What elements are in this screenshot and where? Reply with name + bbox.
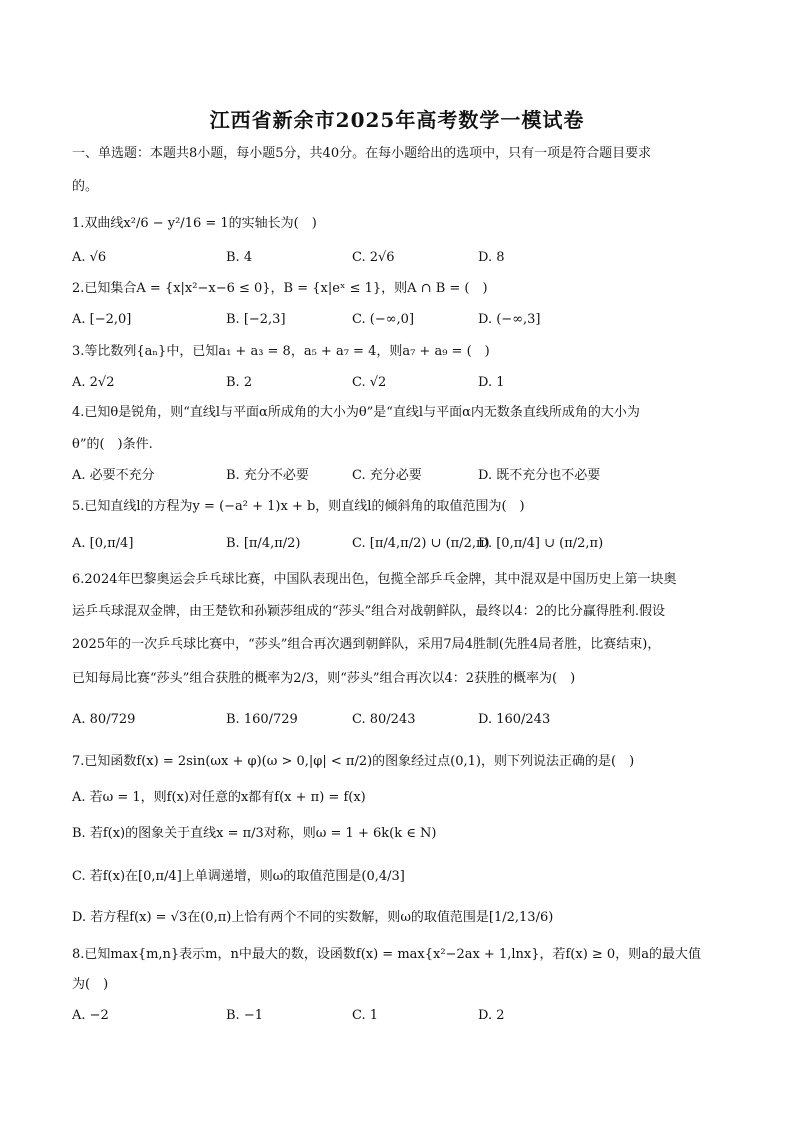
q4-option-a: A. 必要不充分: [72, 468, 155, 483]
q2-option-b: B. [−2,3]: [226, 312, 286, 327]
q8-stem-cont: 为( ): [72, 977, 109, 992]
q7-option-d: D. 若方程f(x) = √3在(0,π)上恰有两个不同的实数解，则ω的取值范围是[1/2,13/6): [72, 910, 554, 925]
q8-option-b: B. −1: [226, 1008, 263, 1023]
q6-stem-cont-3: 已知每局比赛“莎头”组合获胜的概率为2/3，则“莎头”组合再次以4：2获胜的概率为( ): [72, 671, 576, 686]
q2-stem: 2.已知集合A = {x|x²−x−6 ≤ 0}，B = {x|eˣ ≤ 1}，则A ∩ B = ( ): [72, 281, 488, 296]
q8-option-c: C. 1: [352, 1008, 379, 1023]
q8-option-a: A. −2: [72, 1008, 109, 1023]
q4-stem: 4.已知θ是锐角，则“直线l与平面α所成角的大小为θ”是“直线l与平面α内无数条直线所成角的大小为: [72, 405, 640, 420]
q7-option-b: B. 若f(x)的图象关于直线x = π/3对称，则ω = 1 + 6k(k ∈ N): [72, 826, 437, 841]
q3-option-b: B. 2: [226, 375, 253, 390]
q6-option-c: C. 80/243: [352, 712, 416, 727]
q8-options: [72, 1007, 732, 1025]
q4-option-c: C. 充分必要: [352, 468, 422, 483]
q2-options: [72, 311, 732, 329]
q8-option-d: D. 2: [478, 1008, 505, 1023]
q3-options: [72, 374, 732, 392]
q5-option-d: D. [0,π/4] ∪ (π/2,π): [478, 536, 604, 551]
q3-option-a: A. 2√2: [72, 375, 115, 390]
section-instructions: 一、单选题：本题共8小题，每小题5分，共40分。在每小题给出的选项中，只有一项是符合题目要求: [72, 146, 652, 161]
q4-options: [72, 467, 732, 485]
q6-stem-cont-2: 2025年的一次乒乓球比赛中，“莎头”组合再次遇到朝鲜队，采用7局4胜制(先胜4局者胜，比赛结束)，: [72, 637, 661, 652]
q1-option-a: A. √6: [72, 250, 107, 265]
q6-stem-cont-1: 运乒乓球混双金牌，由王楚钦和孙颖莎组成的“莎头”组合对战朝鲜队，最终以4：2的比分赢得胜利.假设: [72, 604, 665, 619]
q4-option-b: B. 充分不必要: [226, 468, 309, 483]
q1-option-b: B. 4: [226, 250, 253, 265]
q2-option-c: C. (−∞,0]: [352, 312, 415, 327]
section-instructions-cont: 的。: [72, 179, 99, 194]
q6-stem: 6.2024年巴黎奥运会乒乓球比赛，中国队表现出色，包揽全部乒乓金牌，其中混双是中国历史上第一块奥: [72, 572, 677, 587]
q3-option-c: C. √2: [352, 375, 387, 390]
q7-stem: 7.已知函数f(x) = 2sin(ωx + φ)(ω > 0,|φ| < π/2)的图象经过点(0,1)，则下列说法正确的是( ): [72, 754, 635, 769]
q5-option-c: C. [π/4,π/2) ∪ (π/2,π): [352, 536, 490, 551]
q4-option-d: D. 既不充分也不必要: [478, 468, 601, 483]
q5-option-b: B. [π/4,π/2): [226, 536, 301, 551]
q1-option-d: D. 8: [478, 250, 505, 265]
q6-options: [72, 711, 732, 729]
q6-option-b: B. 160/729: [226, 712, 298, 727]
q7-option-a: A. 若ω = 1，则f(x)对任意的x都有f(x + π) = f(x): [72, 790, 366, 805]
q5-stem: 5.已知直线l的方程为y = (−a² + 1)x + b，则直线l的倾斜角的取值范围为( ): [72, 499, 525, 514]
q6-option-a: A. 80/729: [72, 712, 136, 727]
q1-stem: 1.双曲线x²/6 − y²/16 = 1的实轴长为( ): [72, 216, 317, 231]
q3-option-d: D. 1: [478, 375, 505, 390]
q5-option-a: A. [0,π/4]: [72, 536, 134, 551]
exam-title: 江西省新余市2025年高考数学一模试卷: [209, 108, 585, 132]
q2-option-d: D. (−∞,3]: [478, 312, 541, 327]
q1-options: [72, 249, 732, 267]
q6-option-d: D. 160/243: [478, 712, 551, 727]
q1-option-c: C. 2√6: [352, 250, 395, 265]
q5-options: [72, 535, 732, 553]
q4-stem-cont: θ”的( )条件.: [72, 437, 153, 452]
q7-option-c: C. 若f(x)在[0,π/4]上单调递增，则ω的取值范围是(0,4/3]: [72, 869, 405, 884]
q2-option-a: A. [−2,0]: [72, 312, 132, 327]
q8-stem: 8.已知max{m,n}表示m，n中最大的数，设函数f(x) = max{x²−2ax + 1,lnx}，若f(x) ≥ 0，则a的最大值: [72, 947, 701, 962]
q3-stem: 3.等比数列{aₙ}中，已知a₁ + a₃ = 8，a₅ + a₇ = 4，则a₇ + a₉ = ( ): [72, 344, 490, 359]
